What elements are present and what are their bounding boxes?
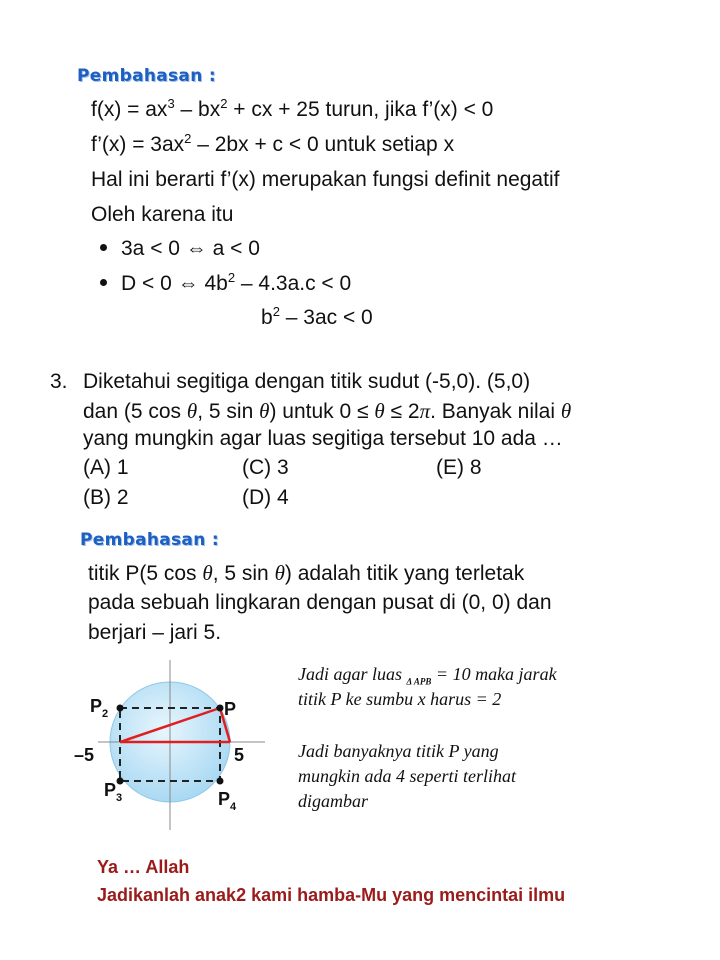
note-line: Jadi banyaknya titik P yang — [298, 741, 499, 761]
problem-number: 3. — [50, 370, 68, 393]
problem-line: yang mungkin agar luas segitiga tersebut 10 ada … — [83, 427, 563, 450]
option-a: (A) 1 — [83, 456, 129, 479]
prayer-line: Jadikanlah anak2 kami hamba-Mu yang mencintai ilmu — [97, 885, 566, 905]
prayer-line: Ya … Allah — [97, 857, 190, 877]
bullet-icon — [100, 244, 107, 251]
point-p3 — [117, 778, 124, 785]
bullet-item: 3a < 0 ⇔ a < 0 — [100, 237, 260, 261]
solution-line: $b^2 - 3ac < 0$ — [261, 304, 373, 329]
option-e: (E) 8 — [436, 456, 482, 479]
label-p3: $P_3$ — [104, 780, 123, 804]
note-line: Jadi agar luas $_{\Delta APB}$ = 10 maka jarak — [298, 664, 557, 687]
solution-line: Hal ini berarti f’(x) merupakan fungsi definit negatif — [91, 168, 560, 191]
section-heading-1: Pembahasan : — [77, 66, 216, 86]
solution-line: $f(x) = ax^3 - bx^2$ + cx + 25 turun, jika f’(x) < 0 — [91, 96, 494, 121]
label-neg5: –5 — [74, 745, 95, 765]
option-d: (D) 4 — [242, 486, 289, 509]
note-line: mungkin ada 4 seperti terlihat — [298, 766, 516, 786]
solution-line: f’(x) = $3ax^2 - 2bx + c < 0$ untuk setiap x — [91, 131, 455, 156]
problem-line: Diketahui segitiga dengan titik sudut (-5,0). (5,0) — [83, 370, 531, 393]
label-p: P — [224, 699, 237, 719]
problem-line: dan (5 cos θ, 5 sin θ) untuk 0 ≤ θ ≤ 2π. Banyak nilai θ — [83, 399, 572, 423]
section-heading-2: Pembahasan : — [80, 530, 219, 550]
label-p4: $P_4$ — [218, 789, 237, 813]
point-p4 — [217, 778, 224, 785]
solution-line: pada sebuah lingkaran dengan pusat di (0, 0) dan — [88, 591, 552, 614]
label-p2: $P_2$ — [90, 696, 109, 720]
solution-line: berjari – jari 5. — [88, 621, 222, 644]
point-p — [217, 705, 224, 712]
circle-diagram — [60, 650, 290, 840]
bullet-item: D < 0 ⇔ $4b^2 - 4.3a.c < 0$ — [100, 272, 351, 296]
note-line: titik P ke sumbu x harus = 2 — [298, 689, 502, 709]
label-pos5: 5 — [234, 745, 245, 765]
note-line: digambar — [298, 791, 369, 811]
option-b: (B) 2 — [83, 486, 129, 509]
point-p2 — [117, 705, 124, 712]
bullet-icon — [100, 279, 107, 286]
option-c: (C) 3 — [242, 456, 289, 479]
solution-line: titik P(5 cos θ, 5 sin θ) adalah titik yang terletak — [88, 561, 525, 585]
solution-line: Oleh karena itu — [91, 203, 234, 226]
